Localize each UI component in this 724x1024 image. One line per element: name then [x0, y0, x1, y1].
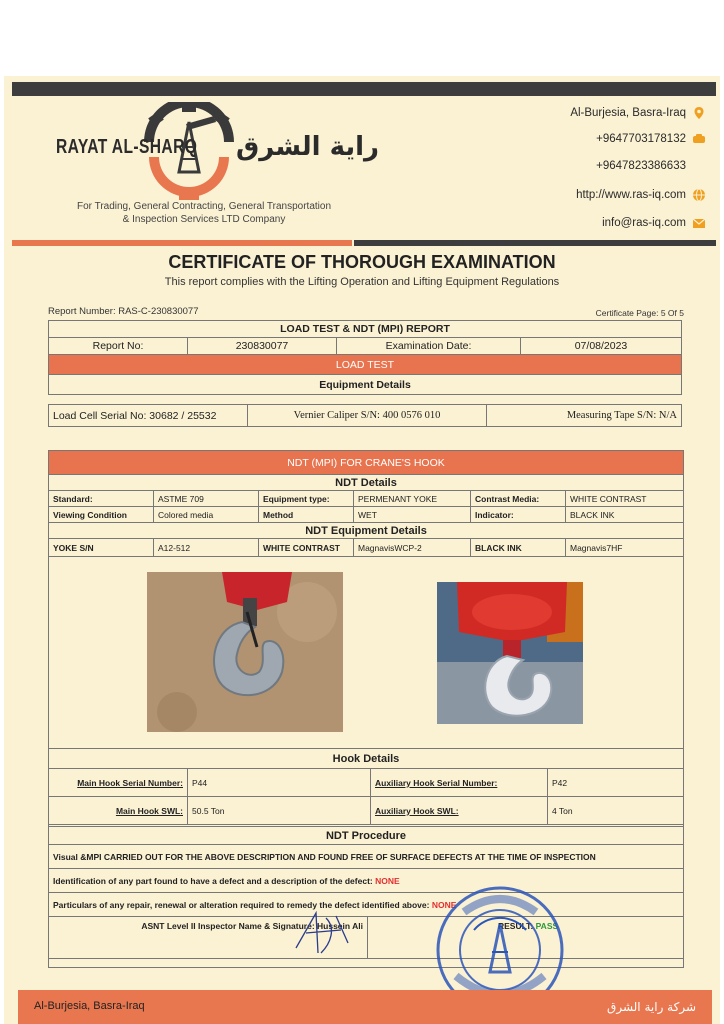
load-test-band: LOAD TEST — [49, 355, 682, 375]
hook-details-title: Hook Details — [49, 749, 684, 769]
exam-date-value: 07/08/2023 — [521, 338, 682, 355]
header-divider-left — [12, 240, 352, 246]
footer-bar — [18, 990, 712, 1024]
procedure-visual-mpi: Visual &MPI CARRIED OUT FOR THE ABOVE DESCRIPTION AND FOUND FREE OF SURFACE DEFECTS AT THE TIME OF INSPECTION — [49, 845, 684, 869]
ndt-details-title: NDT Details — [49, 475, 684, 491]
hook-details-table — [48, 748, 684, 825]
aux-hook-serial-label: Auxiliary Hook Serial Number: — [371, 769, 548, 797]
exam-date-label: Examination Date: — [337, 338, 521, 355]
contrast-media-value: WHITE CONTRAST — [566, 491, 684, 507]
ndt-table — [48, 450, 684, 557]
report-number: Report Number: RAS-C-230830077 — [48, 306, 199, 317]
result: RESULT: PASS — [368, 917, 684, 959]
location-pin-icon — [692, 106, 706, 120]
main-hook-photo — [147, 572, 343, 732]
black-ink-value: Magnavis7HF — [566, 539, 684, 557]
contact-phone-2: +9647823386633 — [596, 160, 686, 172]
main-hook-swl-value: 50.5 Ton — [188, 797, 371, 825]
aux-hook-swl-label: Auxiliary Hook SWL: — [371, 797, 548, 825]
standard-label: Standard: — [49, 491, 154, 507]
aux-hook-serial-value: P42 — [548, 769, 684, 797]
contrast-media-label: Contrast Media: — [471, 491, 566, 507]
main-hook-serial-value: P44 — [188, 769, 371, 797]
footer-company-ar: شركة راية الشرق — [607, 1000, 696, 1014]
indicator-value: BLACK INK — [566, 507, 684, 523]
load-test-title: LOAD TEST & NDT (MPI) REPORT — [49, 321, 682, 338]
auxiliary-hook-photo — [437, 582, 583, 724]
white-contrast-label: WHITE CONTRAST — [259, 539, 354, 557]
certificate-subtitle: This report complies with the Lifting Operation and Lifting Equipment Regulations — [164, 276, 560, 288]
email-icon — [692, 216, 706, 230]
ndt-equipment-title: NDT Equipment Details — [49, 523, 684, 539]
load-cell-serial: Load Cell Serial No: 30682 / 25532 — [49, 405, 248, 427]
globe-icon — [692, 188, 706, 202]
contact-phone-1: +9647703178132 — [596, 132, 706, 146]
aux-hook-swl-value: 4 Ton — [548, 797, 684, 825]
yoke-sn-value: A12-512 — [154, 539, 259, 557]
inspector-name: ASNT Level II Inspector Name & Signature: Hussein Ali — [49, 917, 368, 959]
viewing-condition-label: Viewing Condition — [49, 507, 154, 523]
company-name-en: RAYAT AL-SHARQ — [56, 136, 198, 158]
certificate-title: CERTIFICATE OF THOROUGH EXAMINATION — [168, 252, 556, 272]
measuring-tape-serial: Measuring Tape S/N: N/A — [487, 405, 682, 427]
contact-address: Al-Burjesia, Basra-Iraq — [570, 106, 706, 120]
company-tagline: For Trading, General Contracting, General Transportation & Inspection Services LTD Company — [76, 201, 332, 225]
inspector-signature-icon — [286, 908, 356, 958]
phone-icon — [692, 132, 706, 146]
equipment-type-label: Equipment type: — [259, 491, 354, 507]
yoke-sn-label: YOKE S/N — [49, 539, 154, 557]
black-ink-label: BLACK INK — [471, 539, 566, 557]
certificate-page-number: Certificate Page: 5 Of 5 — [595, 308, 684, 318]
report-no-label: Report No: — [49, 338, 188, 355]
contact-website: http://www.ras-iq.com — [576, 188, 706, 202]
method-label: Method — [259, 507, 354, 523]
main-hook-serial-label: Main Hook Serial Number: — [49, 769, 188, 797]
indicator-label: Indicator: — [471, 507, 566, 523]
certificate-page — [4, 76, 720, 1024]
white-contrast-value: MagnavisWCP-2 — [354, 539, 471, 557]
ndt-procedure-title: NDT Procedure — [49, 827, 684, 845]
report-no-value: 230830077 — [188, 338, 337, 355]
footer-address: Al-Burjesia, Basra-Iraq — [34, 1000, 145, 1012]
vernier-caliper-serial: Vernier Caliper S/N: 400 0576 010 — [248, 405, 487, 427]
procedure-defect-identification: Identification of any part found to have a defect and a description of the defect: NONE — [49, 869, 684, 893]
equipment-row — [48, 404, 682, 427]
ndt-band: NDT (MPI) FOR CRANE'S HOOK — [49, 451, 684, 475]
ndt-procedure-table — [48, 826, 684, 959]
equipment-type-value: PERMENANT YOKE — [354, 491, 471, 507]
viewing-condition-value: Colored media — [154, 507, 259, 523]
company-name-ar: راية الشرق — [236, 132, 380, 162]
contact-email: info@ras-iq.com — [602, 216, 706, 230]
header-divider-right — [354, 240, 716, 246]
procedure-repair-particulars: Particulars of any repair, renewal or alteration required to remedy the defect identified above: NONE — [49, 893, 684, 917]
main-hook-swl-label: Main Hook SWL: — [49, 797, 188, 825]
load-test-table — [48, 320, 682, 395]
equipment-details-title: Equipment Details — [49, 375, 682, 395]
header-top-bar — [12, 82, 716, 96]
standard-value: ASTME 709 — [154, 491, 259, 507]
method-value: WET — [354, 507, 471, 523]
